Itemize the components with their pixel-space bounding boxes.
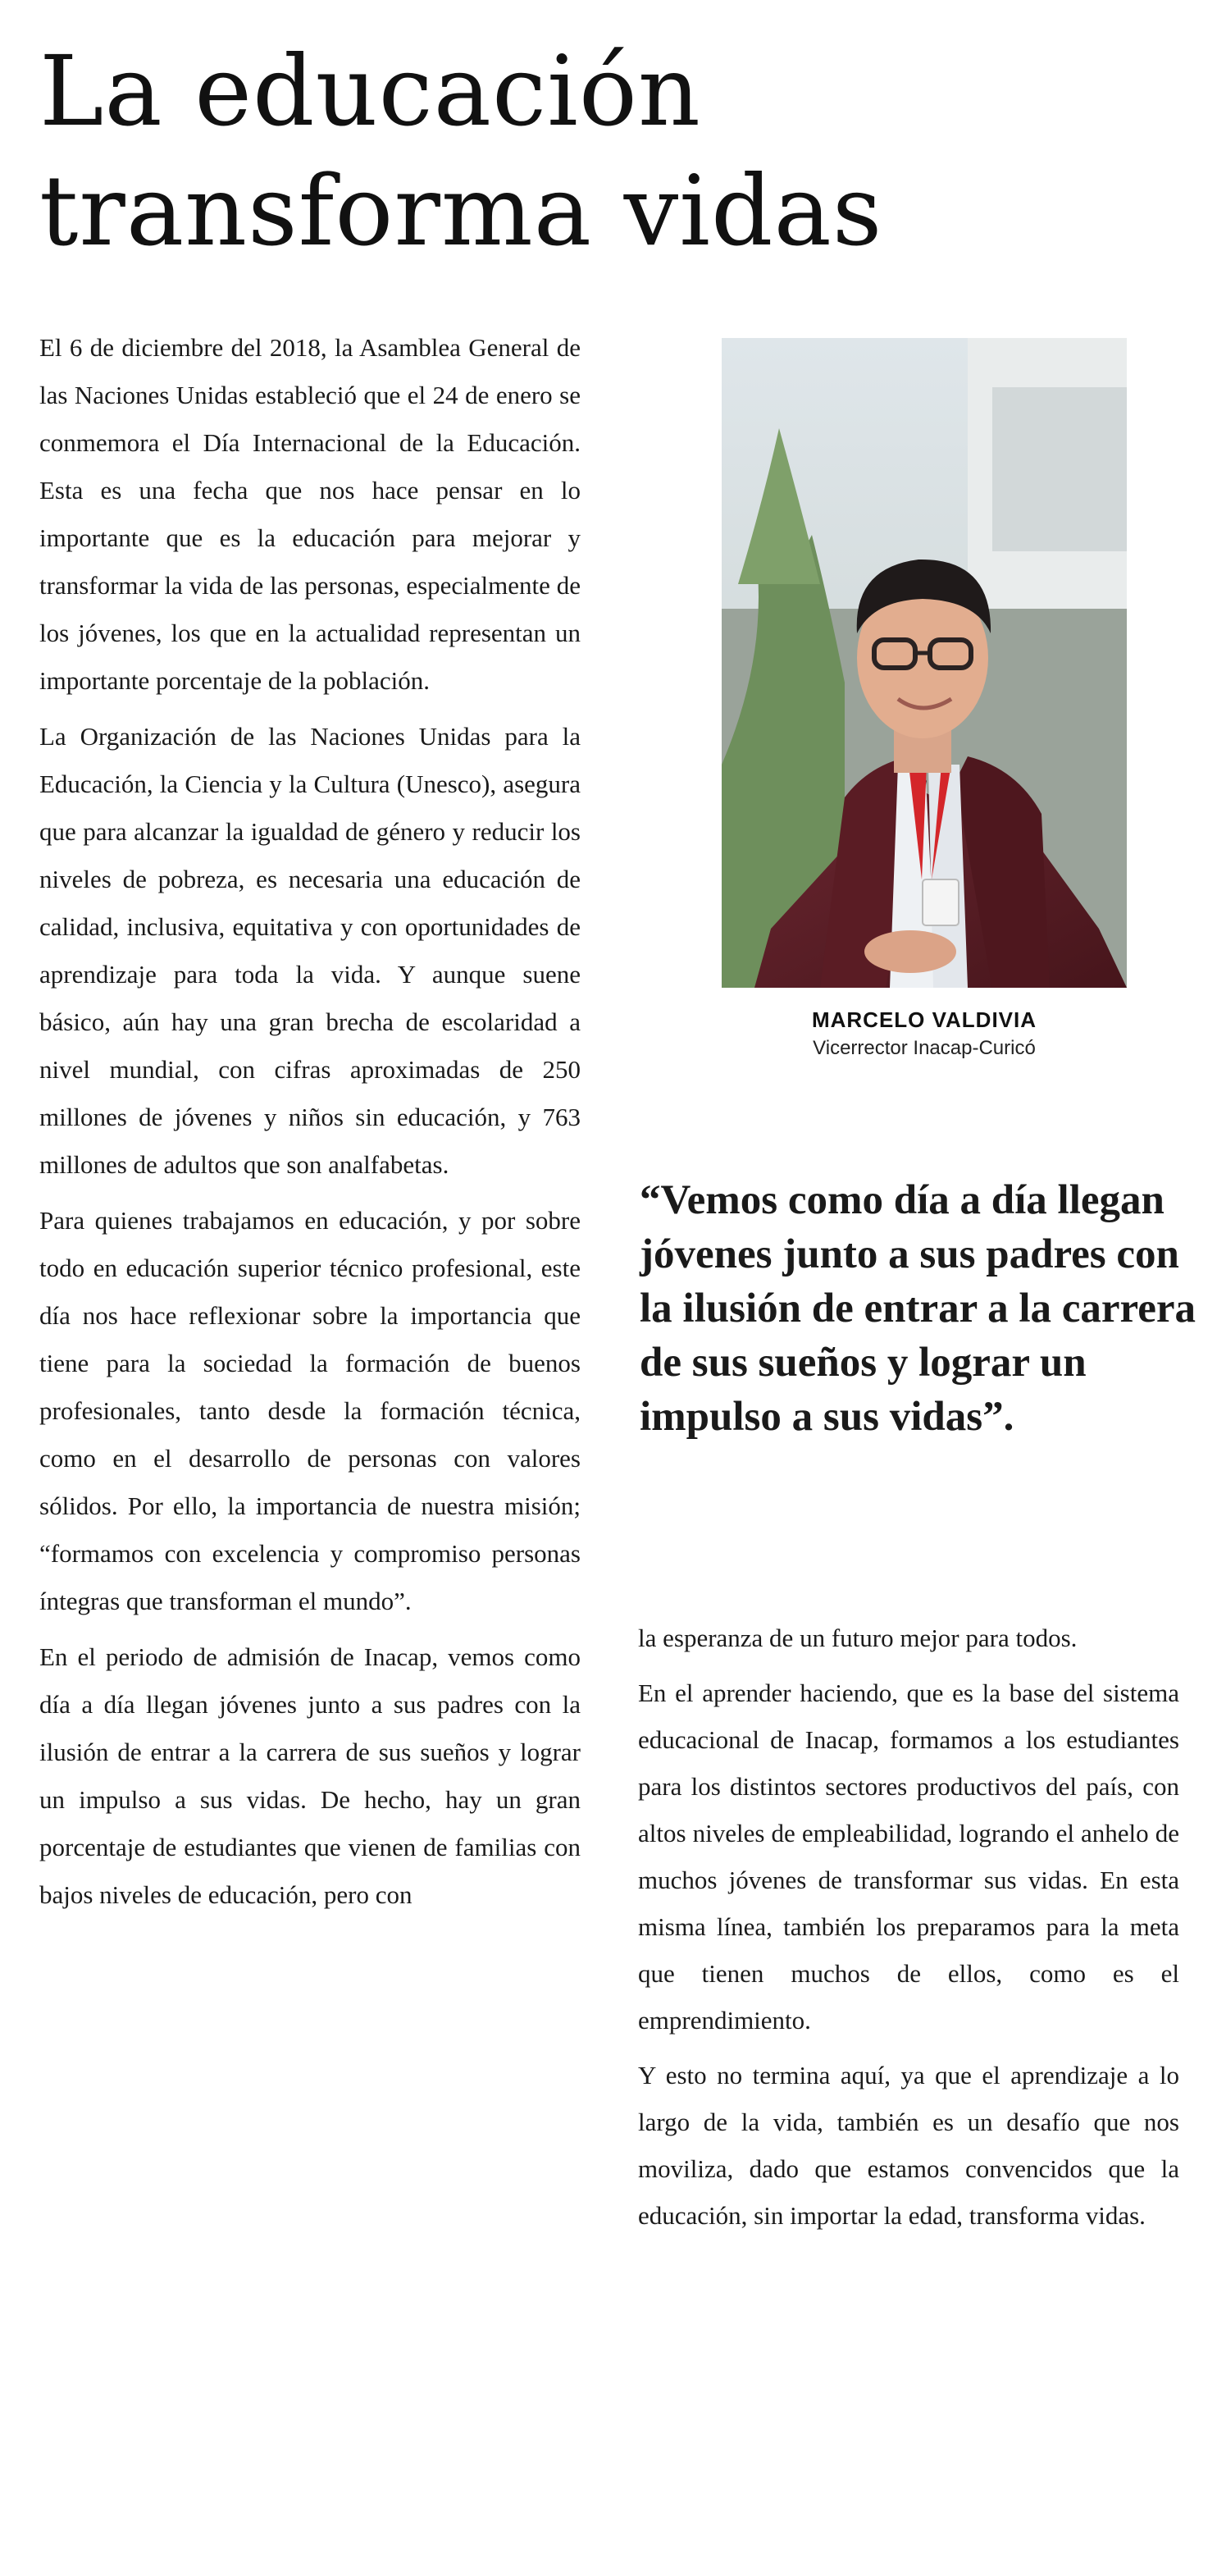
pull-quote: “Vemos como día a día llegan jóvenes junto a sus padres con la ilusión de entrar a la carrera de sus sueños y lograr un impulso a sus vidas”. (640, 1177, 1196, 1440)
paragraph: En el aprender haciendo, que es la base del sistema educacional de Inacap, formamos a los estudiantes para los distintos sectores productivos del país, con altos niveles de empleabilidad, logrando el anhelo de muchos jóvenes de transformar sus vidas. En esta misma línea, también los preparamos para la meta que tienen muchos de ellos, como es el emprendimiento. (638, 1679, 1179, 2035)
paragraph: El 6 de diciembre del 2018, la Asamblea General de las Naciones Unidas estableció que el 24 de enero se conmemora el Día Internacional de la Educación. Esta es una fecha que nos hace pensar en lo importante que es la educación para mejorar y transformar la vida de las personas, especialmente de los jóvenes, los que en la actualidad representan un importante porcentaje de la población. (39, 333, 581, 695)
paragraph: En el periodo de admisión de Inacap, vemos como día a día llegan jóvenes junto a sus padres con la ilusión de entrar a la carrera de sus sueños y lograr un impulso a sus vidas. De hecho, hay un gran porcentaje de estudiantes que vienen de familias con bajos niveles de educación, pero con (39, 1642, 581, 1909)
author-role: Vicerrector Inacap-Curicó (813, 1037, 1036, 1059)
article-column-right (638, 1615, 1179, 2247)
author-name: MARCELO VALDIVIA (811, 1007, 1037, 1032)
article-headline: La educación transforma vidas (39, 34, 883, 267)
paragraph: Y esto no termina aquí, ya que el aprendizaje a lo largo de la vida, también es un desafío que nos moviliza, dado que estamos convencidos que la educación, sin importar la edad, transforma vidas. (638, 2061, 1179, 2230)
paragraph: la esperanza de un futuro mejor para todos. (638, 1624, 1078, 1652)
paragraph: Para quienes trabajamos en educación, y por sobre todo en educación superior técnico profesional, este día nos hace reflexionar sobre la importancia que tiene para la sociedad la formación de buenos profesionales, tanto desde la formación técnica, como en el desarrollo de personas con valores sólidos. Por ello, la importancia de nuestra misión; “formamos con excelencia y compromiso personas íntegras que transforman el mundo”. (39, 1206, 581, 1615)
article-column-left (39, 324, 581, 1927)
author-photo (722, 338, 1127, 988)
paragraph: La Organización de las Naciones Unidas para la Educación, la Ciencia y la Cultura (Unesco), asegura que para alcanzar la igualdad de género y reducir los niveles de pobreza, es necesaria una educación de calidad, inclusiva, equitativa y con oportunidades de aprendizaje para toda la vida. Y aunque suene básico, aún hay una gran brecha de escolaridad a nivel mundial, con cifras aproximadas de 250 millones de jóvenes y niños sin educación, y 763 millones de adultos que son analfabetas. (39, 722, 581, 1179)
